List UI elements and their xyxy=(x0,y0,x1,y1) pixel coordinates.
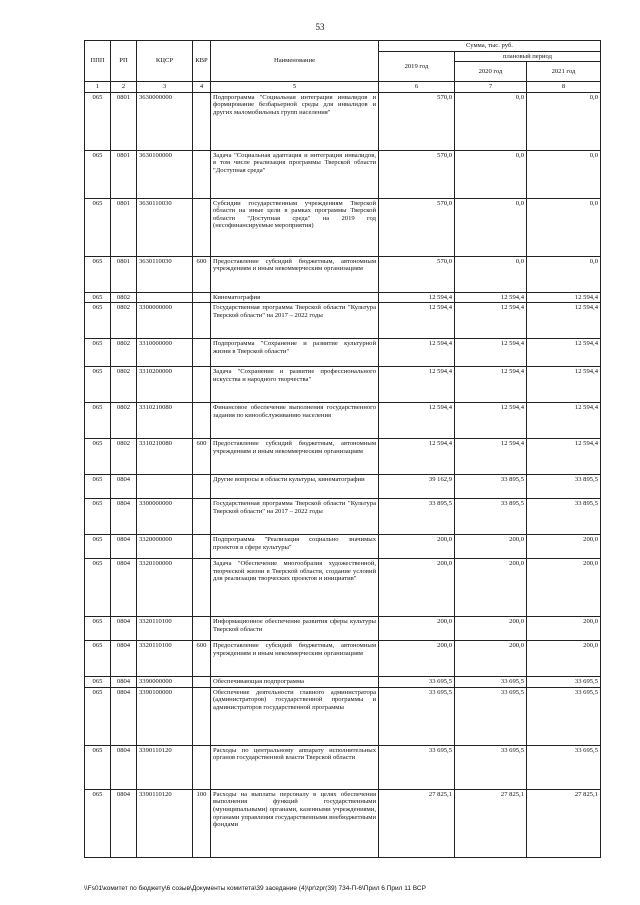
cell-2021: 33 895,5 xyxy=(527,499,601,535)
cell-kcsr: 3390000000 xyxy=(137,677,193,688)
cell-kcsr xyxy=(137,475,193,499)
cell-2019: 200,0 xyxy=(379,535,455,559)
cell-name: Подпрограмма "Социальная интеграция инвалидов и формирование безбарьерной среды для инвалидов и других маломобильных групп населения" xyxy=(211,92,379,150)
cell-2021: 12 594,4 xyxy=(527,292,601,303)
cell-2020: 12 594,4 xyxy=(455,439,527,475)
cell-ppp: 065 xyxy=(85,198,111,256)
column-number: 4 xyxy=(193,82,211,93)
table-row xyxy=(85,339,601,367)
cell-kcsr: 3320000000 xyxy=(137,535,193,559)
cell-2019: 570,0 xyxy=(379,92,455,150)
cell-2020: 0,0 xyxy=(455,256,527,292)
cell-2019: 200,0 xyxy=(379,617,455,641)
cell-name: Предоставление субсидий бюджетным, автономным учреждениям и иным некоммерческим организациям xyxy=(211,439,379,475)
cell-name: Предоставление субсидий бюджетным, автономным учреждениям и иным некоммерческим организациям xyxy=(211,641,379,677)
cell-2019: 12 594,4 xyxy=(379,339,455,367)
cell-kcsr: 3300000000 xyxy=(137,499,193,535)
table-row xyxy=(85,687,601,745)
cell-ppp: 065 xyxy=(85,745,111,789)
table-row xyxy=(85,256,601,292)
cell-name: Информационное обеспечение развития сферы культуры Тверской области xyxy=(211,617,379,641)
cell-2020: 200,0 xyxy=(455,641,527,677)
cell-2021: 27 825,1 xyxy=(527,789,601,857)
cell-2021: 12 594,4 xyxy=(527,439,601,475)
column-number: 8 xyxy=(527,82,601,93)
table-row xyxy=(85,475,601,499)
cell-kcsr: 3300000000 xyxy=(137,303,193,339)
table-row xyxy=(85,535,601,559)
cell-ppp: 065 xyxy=(85,150,111,198)
cell-2021: 200,0 xyxy=(527,641,601,677)
cell-2020: 200,0 xyxy=(455,559,527,617)
cell-kcsr: 3390110120 xyxy=(137,789,193,857)
header-planned-period: плановый период xyxy=(455,51,601,62)
cell-name: Предоставление субсидий бюджетным, автономным учреждениям и иным некоммерческим организациям xyxy=(211,256,379,292)
cell-kvr xyxy=(193,475,211,499)
cell-kvr xyxy=(193,559,211,617)
cell-2019: 12 594,4 xyxy=(379,439,455,475)
cell-ppp: 065 xyxy=(85,687,111,745)
cell-kcsr: 3310210080 xyxy=(137,403,193,439)
column-number: 2 xyxy=(111,82,137,93)
column-number: 5 xyxy=(211,82,379,93)
cell-2021: 200,0 xyxy=(527,559,601,617)
cell-2021: 12 594,4 xyxy=(527,303,601,339)
cell-kvr xyxy=(193,339,211,367)
cell-kvr xyxy=(193,499,211,535)
cell-kvr xyxy=(193,535,211,559)
cell-2021: 200,0 xyxy=(527,617,601,641)
cell-kvr: 600 xyxy=(193,641,211,677)
cell-2019: 33 695,5 xyxy=(379,677,455,688)
budget-table xyxy=(84,40,601,858)
table-row xyxy=(85,198,601,256)
cell-kcsr: 3630110030 xyxy=(137,256,193,292)
table-row xyxy=(85,559,601,617)
cell-ppp: 065 xyxy=(85,789,111,857)
cell-ppp: 065 xyxy=(85,475,111,499)
cell-rp: 0804 xyxy=(111,475,137,499)
cell-kvr xyxy=(193,677,211,688)
cell-rp: 0801 xyxy=(111,150,137,198)
cell-rp: 0802 xyxy=(111,367,137,403)
cell-kcsr: 3320110100 xyxy=(137,617,193,641)
cell-rp: 0804 xyxy=(111,641,137,677)
table-row xyxy=(85,745,601,789)
cell-name: Субсидии государственным учреждениям Тверской области на иные цели в рамках программы Тверской области "Доступная среда" на 2019 год (несофинансируемые мероприятия) xyxy=(211,198,379,256)
cell-2019: 27 825,1 xyxy=(379,789,455,857)
cell-kvr xyxy=(193,92,211,150)
cell-rp: 0804 xyxy=(111,499,137,535)
cell-rp: 0804 xyxy=(111,745,137,789)
cell-kvr xyxy=(193,745,211,789)
column-number: 6 xyxy=(379,82,455,93)
cell-rp: 0804 xyxy=(111,789,137,857)
cell-name: Задача "Сохранение и развитие профессионального искусства и народного творчества" xyxy=(211,367,379,403)
column-number: 7 xyxy=(455,82,527,93)
cell-ppp: 065 xyxy=(85,292,111,303)
cell-2019: 570,0 xyxy=(379,256,455,292)
cell-2020: 33 695,5 xyxy=(455,677,527,688)
cell-2019: 33 695,5 xyxy=(379,687,455,745)
cell-kvr xyxy=(193,403,211,439)
table-row xyxy=(85,617,601,641)
cell-2021: 12 594,4 xyxy=(527,339,601,367)
table-row xyxy=(85,150,601,198)
cell-name: Обеспечивающая подпрограмма xyxy=(211,677,379,688)
table-row xyxy=(85,439,601,475)
cell-ppp: 065 xyxy=(85,559,111,617)
cell-ppp: 065 xyxy=(85,303,111,339)
cell-2021: 12 594,4 xyxy=(527,367,601,403)
cell-rp: 0804 xyxy=(111,617,137,641)
cell-ppp: 065 xyxy=(85,339,111,367)
cell-rp: 0802 xyxy=(111,292,137,303)
cell-kvr: 100 xyxy=(193,789,211,857)
cell-kvr xyxy=(193,687,211,745)
cell-rp: 0802 xyxy=(111,303,137,339)
cell-2020: 33 895,5 xyxy=(455,499,527,535)
cell-2019: 570,0 xyxy=(379,198,455,256)
column-number: 1 xyxy=(85,82,111,93)
header-2019: 2019 год xyxy=(379,51,455,82)
cell-rp: 0804 xyxy=(111,687,137,745)
cell-2021: 33 695,5 xyxy=(527,677,601,688)
header-kvr: КВР xyxy=(193,41,211,82)
cell-kcsr: 3310000000 xyxy=(137,339,193,367)
cell-name: Кинематография xyxy=(211,292,379,303)
cell-2020: 0,0 xyxy=(455,198,527,256)
cell-2019: 12 594,4 xyxy=(379,292,455,303)
cell-2019: 12 594,4 xyxy=(379,303,455,339)
cell-ppp: 065 xyxy=(85,617,111,641)
cell-2020: 33 695,5 xyxy=(455,687,527,745)
column-number: 3 xyxy=(137,82,193,93)
cell-2021: 0,0 xyxy=(527,92,601,150)
cell-ppp: 065 xyxy=(85,256,111,292)
cell-2019: 12 594,4 xyxy=(379,367,455,403)
cell-name: Государственная программа Тверской области "Культура Тверской области" на 2017 – 2022 годы xyxy=(211,499,379,535)
cell-rp: 0801 xyxy=(111,256,137,292)
cell-2021: 0,0 xyxy=(527,150,601,198)
cell-rp: 0802 xyxy=(111,339,137,367)
cell-rp: 0804 xyxy=(111,559,137,617)
table-row xyxy=(85,403,601,439)
cell-2021: 33 895,5 xyxy=(527,475,601,499)
cell-2020: 33 895,5 xyxy=(455,475,527,499)
cell-ppp: 065 xyxy=(85,499,111,535)
cell-kvr: 600 xyxy=(193,439,211,475)
cell-kcsr: 3310200000 xyxy=(137,367,193,403)
cell-ppp: 065 xyxy=(85,403,111,439)
cell-2020: 0,0 xyxy=(455,92,527,150)
cell-kcsr: 3630100000 xyxy=(137,150,193,198)
cell-2019: 570,0 xyxy=(379,150,455,198)
cell-rp: 0802 xyxy=(111,403,137,439)
cell-name: Подпрограмма "Сохранение и развитие культурной жизни в Тверской области" xyxy=(211,339,379,367)
table-row xyxy=(85,789,601,857)
cell-name: Финансовое обеспечение выполнения государственного задания по кинообслуживанию населения xyxy=(211,403,379,439)
cell-2021: 0,0 xyxy=(527,198,601,256)
cell-kcsr: 3390100000 xyxy=(137,687,193,745)
cell-2021: 0,0 xyxy=(527,256,601,292)
header-name: Наименование xyxy=(211,41,379,82)
cell-name: Подпрограмма "Реализация социально значимых проектов в сфере культуры" xyxy=(211,535,379,559)
header-rp: РП xyxy=(111,41,137,82)
cell-kcsr: 3320110100 xyxy=(137,641,193,677)
cell-kvr xyxy=(193,367,211,403)
cell-kcsr: 3390110120 xyxy=(137,745,193,789)
cell-name: Другие вопросы в области культуры, кинематографии xyxy=(211,475,379,499)
cell-2020: 33 695,5 xyxy=(455,745,527,789)
table-row xyxy=(85,677,601,688)
cell-ppp: 065 xyxy=(85,92,111,150)
cell-name: Расходы по центральному аппарату исполнительных органов государственной власти Тверской области xyxy=(211,745,379,789)
cell-rp: 0801 xyxy=(111,92,137,150)
cell-ppp: 065 xyxy=(85,367,111,403)
cell-2019: 200,0 xyxy=(379,559,455,617)
cell-kvr xyxy=(193,303,211,339)
cell-rp: 0801 xyxy=(111,198,137,256)
cell-kvr xyxy=(193,150,211,198)
page-number: 53 xyxy=(315,22,325,32)
header-2020: 2020 год xyxy=(455,62,527,82)
cell-ppp: 065 xyxy=(85,641,111,677)
cell-2021: 200,0 xyxy=(527,535,601,559)
cell-2020: 200,0 xyxy=(455,535,527,559)
cell-2020: 12 594,4 xyxy=(455,339,527,367)
cell-2019: 12 594,4 xyxy=(379,403,455,439)
cell-2020: 12 594,4 xyxy=(455,303,527,339)
cell-rp: 0802 xyxy=(111,439,137,475)
cell-rp: 0804 xyxy=(111,535,137,559)
cell-2019: 33 895,5 xyxy=(379,499,455,535)
cell-kcsr: 3630110030 xyxy=(137,198,193,256)
cell-kcsr: 3310210080 xyxy=(137,439,193,475)
table-row xyxy=(85,367,601,403)
cell-name: Задача "Социальная адаптация и интеграция инвалидов, в том числе реализация программы Тверской области "Доступная среда" xyxy=(211,150,379,198)
cell-2019: 200,0 xyxy=(379,641,455,677)
cell-kvr: 600 xyxy=(193,256,211,292)
cell-name: Расходы на выплаты персоналу в целях обеспечения выполнения функций государственными (муниципальными) органами, казенными учреждениями, органами управления государственными внебюджетными фондами xyxy=(211,789,379,857)
cell-kvr xyxy=(193,198,211,256)
table-row xyxy=(85,499,601,535)
cell-ppp: 065 xyxy=(85,535,111,559)
cell-2020: 200,0 xyxy=(455,617,527,641)
footer-file-path: \\Fs01\комитет по бюджету\6 созыв\Документы комитета\39 заседание (4)\pr\zpr(39) 734-П-6\Прил 6 Прил 11 ВСР xyxy=(84,885,426,892)
cell-2020: 12 594,4 xyxy=(455,403,527,439)
cell-kvr xyxy=(193,292,211,303)
table-row xyxy=(85,303,601,339)
cell-2021: 12 594,4 xyxy=(527,403,601,439)
cell-kcsr: 3320100000 xyxy=(137,559,193,617)
header-2021: 2021 год xyxy=(527,62,601,82)
cell-rp: 0804 xyxy=(111,677,137,688)
header-ppp: ППП xyxy=(85,41,111,82)
cell-2019: 33 695,5 xyxy=(379,745,455,789)
column-number-row xyxy=(85,82,601,93)
header-kcsr: КЦСР xyxy=(137,41,193,82)
cell-2021: 33 695,5 xyxy=(527,745,601,789)
cell-kcsr xyxy=(137,292,193,303)
cell-2020: 12 594,4 xyxy=(455,367,527,403)
cell-2020: 12 594,4 xyxy=(455,292,527,303)
table-row xyxy=(85,292,601,303)
cell-2020: 0,0 xyxy=(455,150,527,198)
cell-ppp: 065 xyxy=(85,677,111,688)
cell-2020: 27 825,1 xyxy=(455,789,527,857)
table-row xyxy=(85,92,601,150)
cell-name: Государственная программа Тверской области "Культура Тверской области" на 2017 – 2022 годы xyxy=(211,303,379,339)
cell-kcsr: 3630000000 xyxy=(137,92,193,150)
cell-name: Задача "Обеспечение многообразия художественной, творческой жизни в Тверской области, создание условий для реализации творческих проектов и инициатив" xyxy=(211,559,379,617)
cell-kvr xyxy=(193,617,211,641)
header-sum: Сумма, тыс. руб. xyxy=(379,41,601,52)
table-row xyxy=(85,641,601,677)
cell-2019: 39 162,9 xyxy=(379,475,455,499)
cell-2021: 33 695,5 xyxy=(527,687,601,745)
cell-ppp: 065 xyxy=(85,439,111,475)
cell-name: Обеспечение деятельности главного администратора (администраторов) государственной программы и администраторов государственной программы xyxy=(211,687,379,745)
